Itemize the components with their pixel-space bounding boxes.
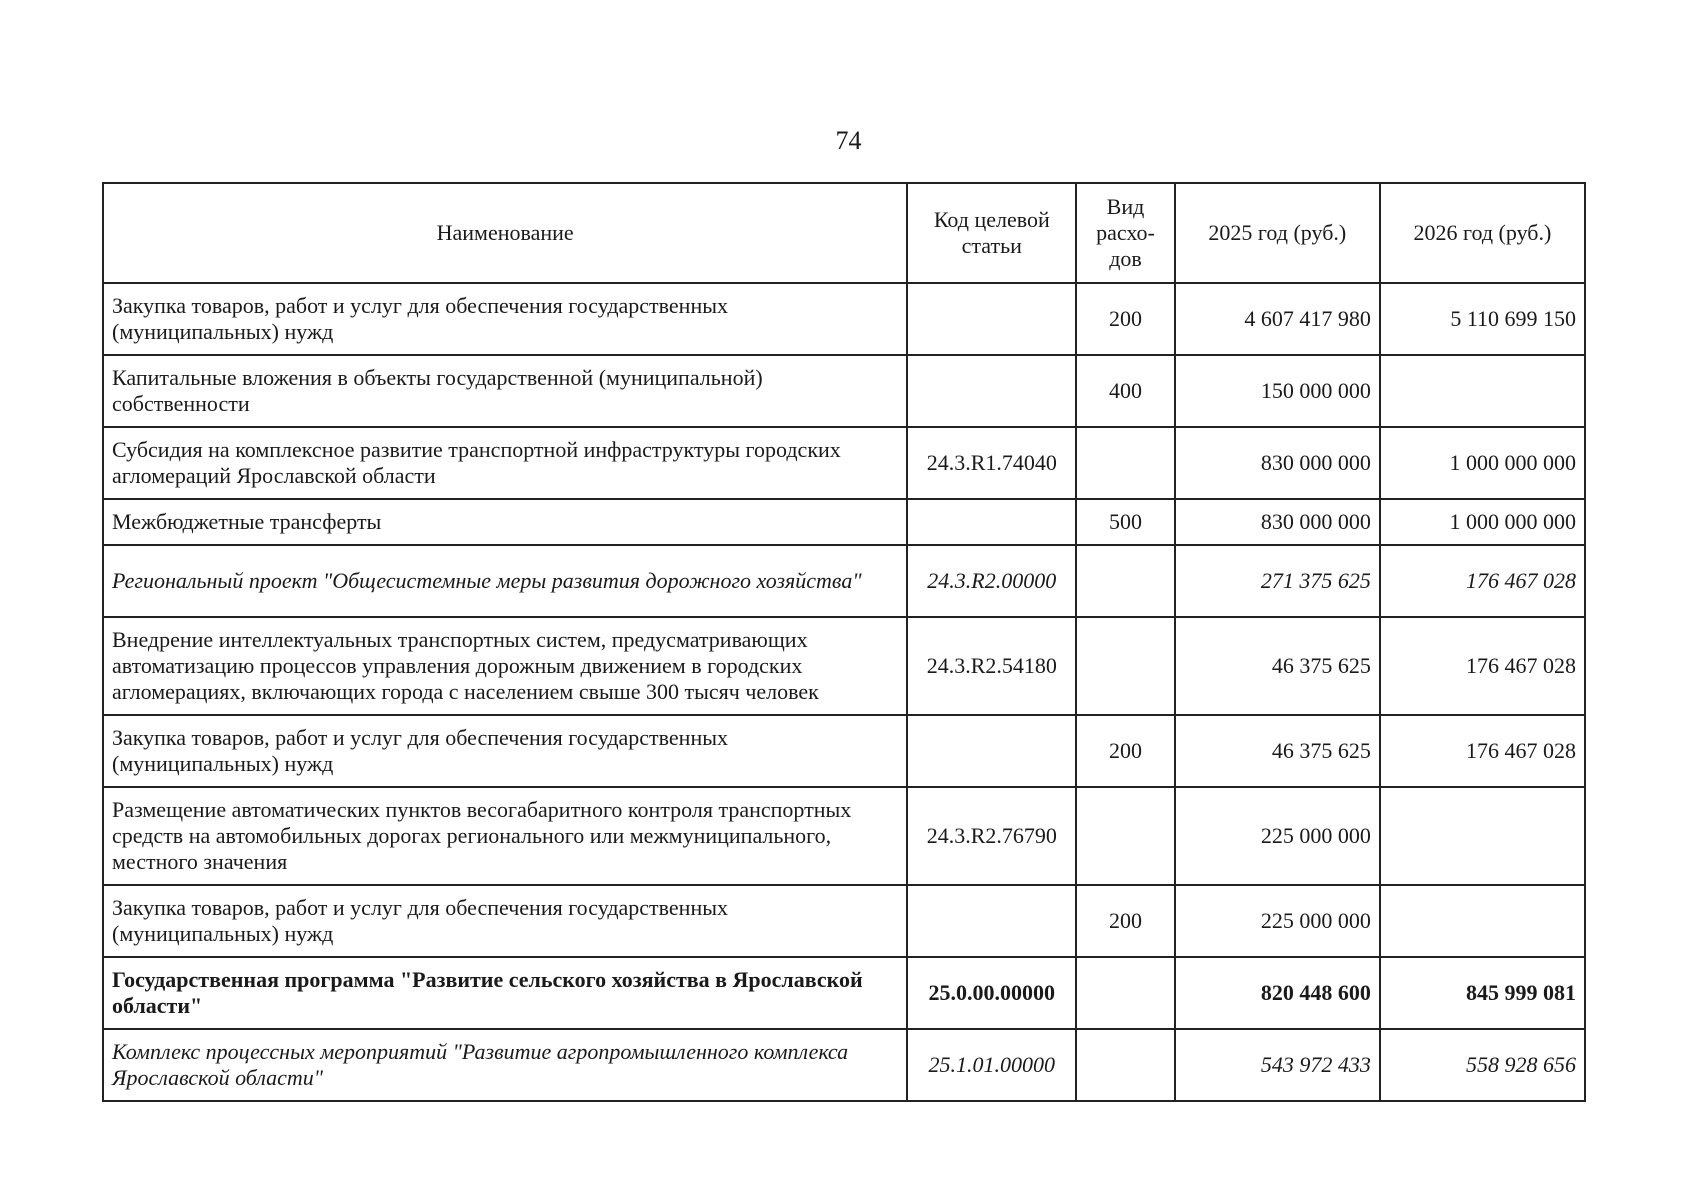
cell-2025: 4 607 417 980: [1175, 283, 1380, 355]
cell-name: Государственная программа "Развитие сельского хозяйства в Ярославской области": [103, 957, 907, 1029]
page-number: 74: [835, 126, 862, 155]
table-body: [103, 283, 1585, 1101]
cell-code: [907, 715, 1076, 787]
cell-2026: 1 000 000 000: [1380, 427, 1585, 499]
table-header-row: [103, 183, 1585, 283]
cell-expense-type: [1076, 957, 1175, 1029]
table-row: [103, 283, 1585, 355]
cell-code: 25.1.01.00000: [907, 1029, 1076, 1101]
cell-code: 24.3.R2.00000: [907, 545, 1076, 617]
budget-table: [102, 182, 1586, 1102]
table-row: [103, 617, 1585, 715]
cell-2026: 845 999 081: [1380, 957, 1585, 1029]
cell-expense-type: [1076, 545, 1175, 617]
cell-2026: 558 928 656: [1380, 1029, 1585, 1101]
cell-2025: 46 375 625: [1175, 715, 1380, 787]
cell-code: 25.0.00.00000: [907, 957, 1076, 1029]
cell-name: Закупка товаров, работ и услуг для обеспечения государственных (муниципальных) нужд: [103, 715, 907, 787]
cell-expense-type: [1076, 787, 1175, 885]
cell-code: [907, 885, 1076, 957]
cell-2026: 176 467 028: [1380, 545, 1585, 617]
cell-2026: 5 110 699 150: [1380, 283, 1585, 355]
cell-code: 24.3.R2.54180: [907, 617, 1076, 715]
table-row: [103, 787, 1585, 885]
header-type: Вид расхо-дов: [1076, 183, 1175, 283]
cell-2025: 830 000 000: [1175, 427, 1380, 499]
cell-2025: 225 000 000: [1175, 787, 1380, 885]
cell-name: Субсидия на комплексное развитие транспортной инфраструктуры городских агломераций Ярославской области: [103, 427, 907, 499]
cell-name: Капитальные вложения в объекты государственной (муниципальной) собственности: [103, 355, 907, 427]
cell-name: Размещение автоматических пунктов весогабаритного контроля транспортных средств на автомобильных дорогах регионального или межмуниципального, местного значения: [103, 787, 907, 885]
cell-2026: 176 467 028: [1380, 715, 1585, 787]
header-2025: 2025 год (руб.): [1175, 183, 1380, 283]
cell-2026: [1380, 787, 1585, 885]
cell-name: Закупка товаров, работ и услуг для обеспечения государственных (муниципальных) нужд: [103, 885, 907, 957]
cell-2025: 46 375 625: [1175, 617, 1380, 715]
cell-code: 24.3.R2.76790: [907, 787, 1076, 885]
cell-expense-type: [1076, 1029, 1175, 1101]
header-2026: 2026 год (руб.): [1380, 183, 1585, 283]
cell-expense-type: 200: [1076, 715, 1175, 787]
cell-2026: 1 000 000 000: [1380, 499, 1585, 545]
cell-name: Региональный проект "Общесистемные меры развития дорожного хозяйства": [103, 545, 907, 617]
cell-2025: 271 375 625: [1175, 545, 1380, 617]
table-row: [103, 885, 1585, 957]
cell-2026: [1380, 885, 1585, 957]
header-name: Наименование: [103, 183, 907, 283]
cell-expense-type: [1076, 427, 1175, 499]
cell-name: Межбюджетные трансферты: [103, 499, 907, 545]
cell-expense-type: 200: [1076, 885, 1175, 957]
cell-2025: 820 448 600: [1175, 957, 1380, 1029]
table-row: [103, 957, 1585, 1029]
cell-expense-type: 200: [1076, 283, 1175, 355]
cell-code: 24.3.R1.74040: [907, 427, 1076, 499]
cell-name: Закупка товаров, работ и услуг для обеспечения государственных (муниципальных) нужд: [103, 283, 907, 355]
cell-expense-type: [1076, 617, 1175, 715]
table-row: [103, 1029, 1585, 1101]
table-row: [103, 355, 1585, 427]
table-row: [103, 715, 1585, 787]
header-code: Код целевой статьи: [907, 183, 1076, 283]
cell-2025: 543 972 433: [1175, 1029, 1380, 1101]
table-row: [103, 427, 1585, 499]
cell-2025: 225 000 000: [1175, 885, 1380, 957]
table-row: [103, 545, 1585, 617]
cell-2026: [1380, 355, 1585, 427]
cell-code: [907, 499, 1076, 545]
cell-2025: 830 000 000: [1175, 499, 1380, 545]
cell-code: [907, 283, 1076, 355]
table-row: [103, 499, 1585, 545]
cell-2025: 150 000 000: [1175, 355, 1380, 427]
cell-expense-type: 500: [1076, 499, 1175, 545]
cell-expense-type: 400: [1076, 355, 1175, 427]
cell-2026: 176 467 028: [1380, 617, 1585, 715]
cell-name: Комплекс процессных мероприятий "Развитие агропромышленного комплекса Ярославской области": [103, 1029, 907, 1101]
cell-name: Внедрение интеллектуальных транспортных систем, предусматривающих автоматизацию процессов управления дорожным движением в городских агломерациях, включающих города с населением свыше 300 тысяч человек: [103, 617, 907, 715]
cell-code: [907, 355, 1076, 427]
